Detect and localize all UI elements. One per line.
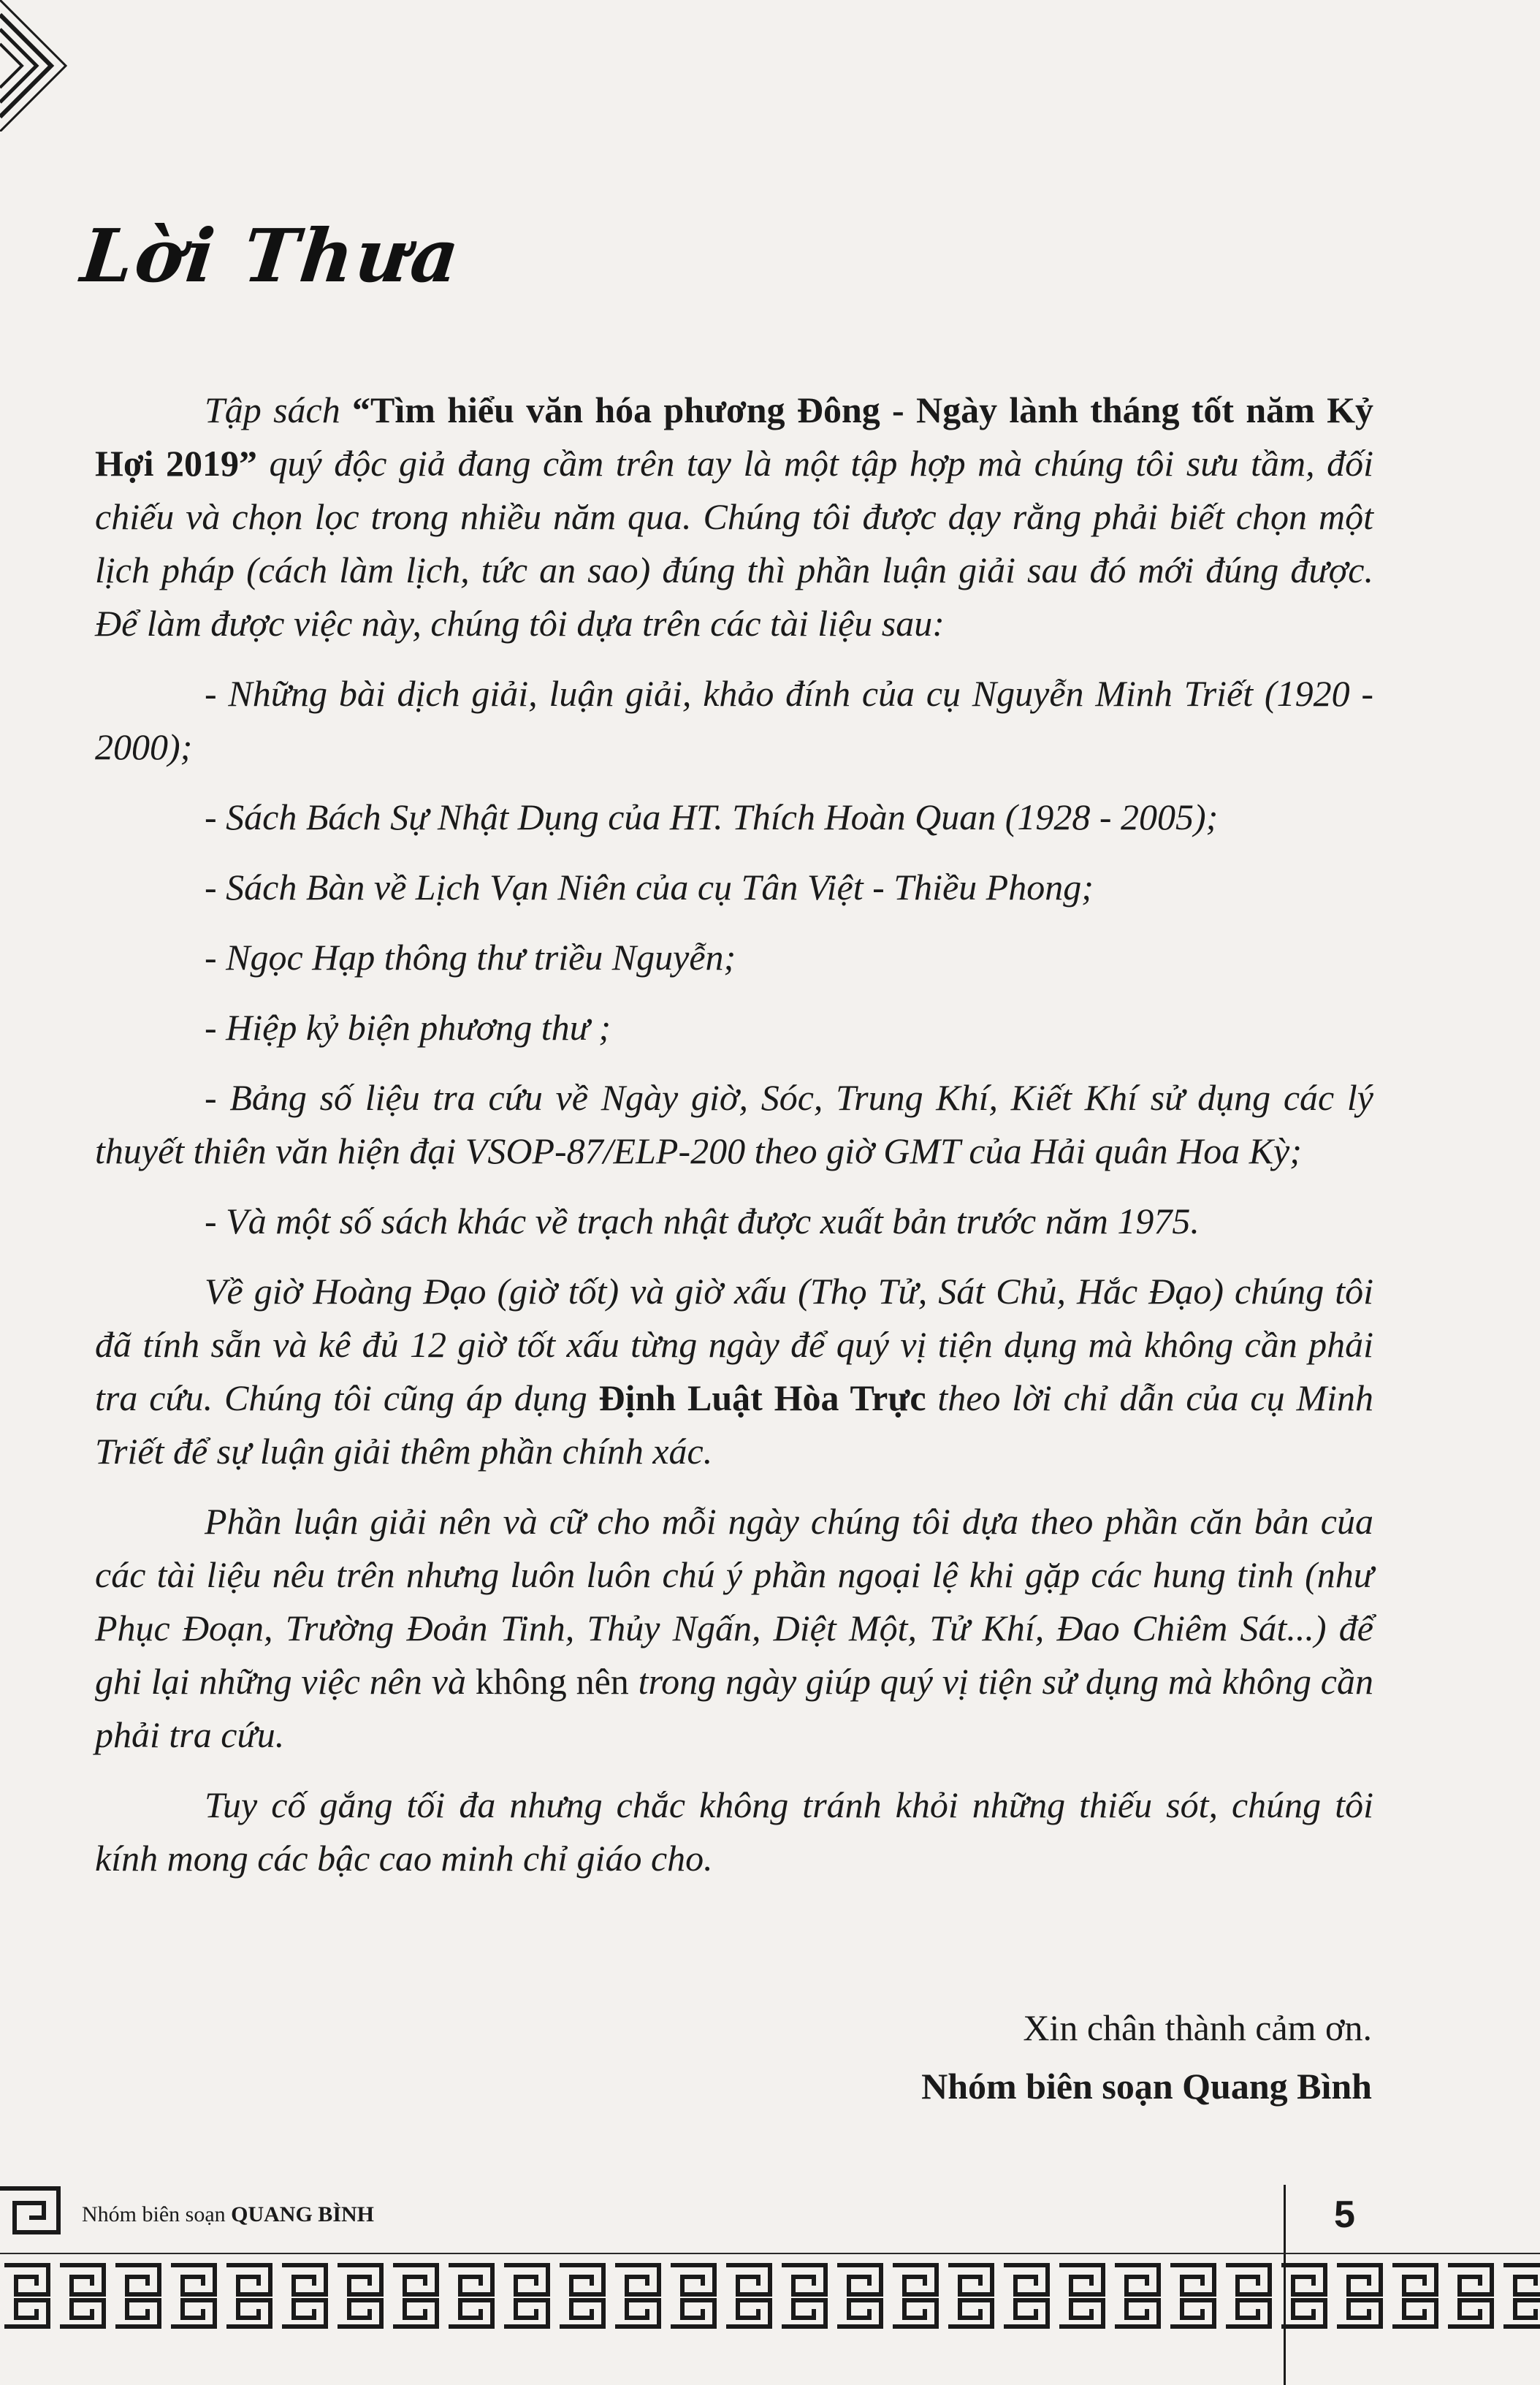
text-run: không nên (475, 1661, 629, 1702)
text-run: - Bảng số liệu tra cứu về Ngày giờ, Sóc, Trung Khí, Kiết Khí sử dụng các lý thuyết thiên văn hiện đại VSOP-87/ELP-200 theo giờ GMT của Hải quân Hoa Kỳ; (95, 1077, 1373, 1171)
text-run: Phần luận giải nên và cữ cho mỗi ngày chúng tôi dựa theo phần căn bản của các tài liệu nêu trên nhưng luôn luôn chú ý phần ngoại lệ khi gặp các hung tinh (như Phục Đoạn, Trường Đoản Tinh, Thủy Ngấn, Diệt Một, Tử Khí, Đao Chiêm Sát...) để ghi lại những việc nên và (95, 1501, 1373, 1702)
greek-key-border-icon (0, 2259, 1540, 2332)
body-paragraph (95, 384, 1373, 650)
closing-thanks: Xin chân thành cảm ơn. (1023, 2007, 1372, 2048)
text-run: quý độc giả đang cầm trên tay là một tập hợp mà chúng tôi sưu tầm, đối chiếu và chọn lọc trong nhiều năm qua. Chúng tôi được dạy rằng phải biết chọn một lịch pháp (cách làm lịch, tức an sao) đúng thì phần luận giải sau đó mới đúng được. Để làm được việc này, chúng tôi dựa trên các tài liệu sau: (95, 443, 1374, 644)
text-run: Về giờ Hoàng Đạo (giờ tốt) và giờ xấu (Thọ Tử, Sát Chủ, Hắc Đạo) chúng tôi đã tính sẵn và kê đủ 12 giờ tốt xấu từng ngày để quý vị tiện dụng mà không cần phải tra cứu. Chúng tôi cũng áp dụng (95, 1271, 1373, 1418)
footer-author-prefix: Nhóm biên soạn (82, 2202, 226, 2226)
text-run: - Sách Bách Sự Nhật Dụng của HT. Thích Hoàn Quan (1928 - 2005); (205, 796, 1219, 837)
page-number: 5 (1334, 2194, 1355, 2236)
text-run: - Những bài dịch giải, luận giải, khảo đính của cụ Nguyễn Minh Triết (1920 - 2000); (95, 673, 1373, 767)
text-run: Định Luật Hòa Trực (598, 1377, 926, 1418)
body-paragraph (95, 1265, 1373, 1478)
footer-rule (0, 2253, 1540, 2254)
body-paragraph (95, 1001, 1373, 1054)
footer-fret-icon (0, 2181, 66, 2240)
text-run: - Và một số sách khác về trạch nhật được xuất bản trước năm 1975. (205, 1201, 1200, 1241)
body-paragraph (95, 1071, 1373, 1178)
text-run: Tuy cố gắng tối đa nhưng chắc không tránh khỏi những thiếu sót, chúng tôi kính mong các bậc cao minh chỉ giáo cho. (95, 1784, 1373, 1879)
footer-author (82, 2204, 374, 2226)
closing-block (921, 2007, 1372, 2107)
text-run: - Ngọc Hạp thông thư triều Nguyễn; (205, 937, 736, 978)
body-paragraph (95, 667, 1373, 774)
text-run: - Sách Bàn về Lịch Vạn Niên của cụ Tân Việt - Thiều Phong; (205, 867, 1094, 908)
body-paragraph (95, 1495, 1373, 1762)
body-paragraph (95, 1195, 1373, 1248)
body-paragraph (95, 1779, 1373, 1885)
footer-author-caps: QUANG BÌNH (231, 2202, 374, 2226)
text-run: Tập sách (205, 389, 353, 430)
text-run: - Hiệp kỷ biện phương thư ; (205, 1007, 611, 1048)
text-run: theo lời chỉ dẫn của cụ Minh Triết để sự luận giải thêm phần chính xác. (95, 1377, 1373, 1472)
corner-ornament-icon (0, 0, 73, 132)
body-text (95, 384, 1373, 1902)
closing-signature: Nhóm biên soạn Quang Bình (921, 2066, 1372, 2107)
body-paragraph (95, 861, 1373, 914)
body-paragraph (95, 791, 1373, 844)
body-paragraph (95, 931, 1373, 984)
page-title: Lời Thưa (77, 213, 465, 299)
text-run: “Tìm hiểu văn hóa phương Đông - Ngày lành tháng tốt năm Kỷ Hợi 2019” (95, 389, 1373, 484)
text-run: trong ngày giúp quý vị tiện sử dụng mà không cần phải tra cứu. (95, 1661, 1373, 1755)
